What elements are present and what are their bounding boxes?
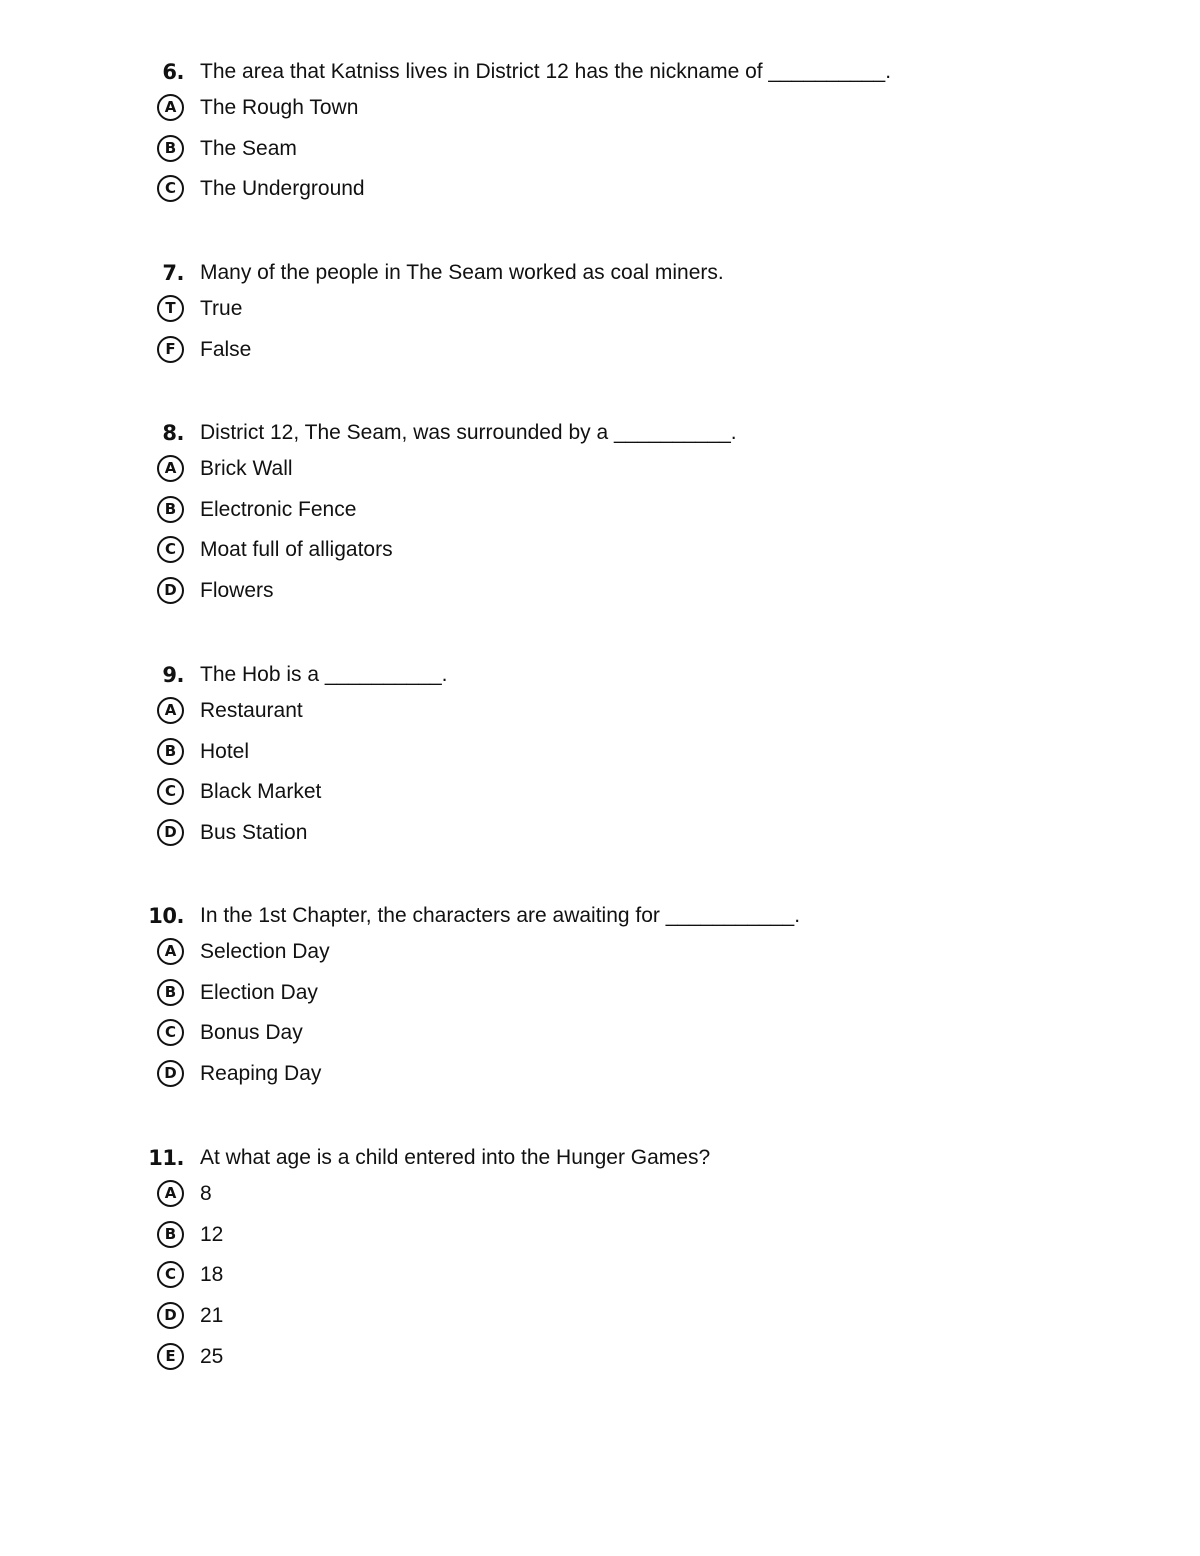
option-text: True — [200, 297, 243, 320]
question-6 — [0, 58, 1200, 216]
question-7 — [0, 259, 1200, 376]
option-text: Bonus Day — [200, 1021, 303, 1045]
option-text: 21 — [200, 1304, 224, 1328]
question-text: The Hob is a __________. — [200, 663, 448, 686]
answer-option[interactable] — [0, 819, 1200, 860]
option-text: Moat full of alligators — [200, 538, 393, 562]
answer-option[interactable] — [0, 1221, 1200, 1262]
question-number: 11. — [148, 1146, 184, 1170]
option-text: Restaurant — [200, 699, 303, 722]
option-text: Selection Day — [200, 940, 330, 963]
option-text: 8 — [200, 1182, 212, 1205]
option-text: Reaping Day — [200, 1062, 322, 1086]
question-header — [0, 58, 1200, 94]
option-letter-bubble[interactable]: C — [157, 175, 184, 202]
question-9 — [0, 661, 1200, 860]
option-text: 25 — [200, 1344, 224, 1368]
option-letter-bubble[interactable]: B — [157, 496, 184, 523]
question-number: 10. — [148, 904, 184, 928]
option-letter-bubble[interactable]: D — [157, 577, 184, 604]
option-letter-bubble[interactable]: A — [157, 697, 184, 724]
question-header — [0, 661, 1200, 697]
question-text: In the 1st Chapter, the characters are awaiting for ___________. — [200, 904, 801, 927]
option-letter-bubble[interactable]: C — [157, 778, 184, 805]
question-number: 6. — [162, 60, 184, 84]
answer-option[interactable] — [0, 738, 1200, 779]
question-number: 7. — [162, 261, 184, 285]
option-text: Hotel — [200, 739, 250, 763]
question-text: Many of the people in The Seam worked as coal miners. — [200, 261, 724, 284]
answer-option[interactable] — [0, 135, 1200, 176]
answer-option[interactable] — [0, 1019, 1200, 1060]
option-text: False — [200, 337, 252, 361]
option-text: Electronic Fence — [200, 497, 357, 521]
answer-option[interactable] — [0, 336, 1200, 377]
option-letter-bubble[interactable]: D — [157, 1060, 184, 1087]
option-text: Flowers — [200, 579, 274, 603]
option-letter-bubble[interactable]: A — [157, 938, 184, 965]
option-letter-bubble[interactable]: A — [157, 94, 184, 121]
question-header — [0, 419, 1200, 455]
answer-option[interactable] — [0, 496, 1200, 537]
option-letter-bubble[interactable]: B — [157, 979, 184, 1006]
option-letter-bubble[interactable]: A — [157, 1180, 184, 1207]
question-8 — [0, 419, 1200, 618]
question-text: At what age is a child entered into the Hunger Games? — [200, 1146, 711, 1169]
answer-option[interactable] — [0, 1343, 1200, 1384]
question-number: 8. — [162, 421, 184, 445]
option-text: The Seam — [200, 136, 297, 160]
option-letter-bubble[interactable]: C — [157, 1019, 184, 1046]
option-letter-bubble[interactable]: T — [157, 295, 184, 322]
option-letter-bubble[interactable]: D — [157, 819, 184, 846]
option-letter-bubble[interactable]: C — [157, 536, 184, 563]
answer-option[interactable] — [0, 295, 1200, 336]
option-letter-bubble[interactable]: F — [157, 336, 184, 363]
answer-option[interactable] — [0, 175, 1200, 216]
answer-option[interactable] — [0, 778, 1200, 819]
option-letter-bubble[interactable]: D — [157, 1302, 184, 1329]
answer-option[interactable] — [0, 938, 1200, 979]
question-number: 9. — [162, 663, 184, 687]
option-text: The Rough Town — [200, 96, 359, 119]
answer-option[interactable] — [0, 94, 1200, 135]
option-letter-bubble[interactable]: A — [157, 455, 184, 482]
option-text: Bus Station — [200, 821, 308, 845]
answer-option[interactable] — [0, 455, 1200, 496]
option-letter-bubble[interactable]: E — [157, 1343, 184, 1370]
answer-option[interactable] — [0, 1261, 1200, 1302]
option-text: 12 — [200, 1222, 224, 1246]
answer-option[interactable] — [0, 1180, 1200, 1221]
question-header — [0, 1144, 1200, 1180]
option-text: Black Market — [200, 780, 322, 804]
option-letter-bubble[interactable]: B — [157, 738, 184, 765]
question-header — [0, 259, 1200, 295]
option-text: The Underground — [200, 177, 365, 201]
option-letter-bubble[interactable]: B — [157, 135, 184, 162]
answer-option[interactable] — [0, 697, 1200, 738]
option-letter-bubble[interactable]: C — [157, 1261, 184, 1288]
option-text: 18 — [200, 1263, 224, 1287]
question-10 — [0, 902, 1200, 1101]
question-text: District 12, The Seam, was surrounded by a __________. — [200, 421, 737, 444]
answer-option[interactable] — [0, 979, 1200, 1020]
answer-option[interactable] — [0, 536, 1200, 577]
question-header — [0, 902, 1200, 938]
answer-option[interactable] — [0, 577, 1200, 618]
option-text: Election Day — [200, 980, 318, 1004]
option-letter-bubble[interactable]: B — [157, 1221, 184, 1248]
option-text: Brick Wall — [200, 457, 293, 480]
answer-option[interactable] — [0, 1060, 1200, 1101]
answer-option[interactable] — [0, 1302, 1200, 1343]
question-11 — [0, 1144, 1200, 1383]
question-text: The area that Katniss lives in District 12 has the nickname of __________. — [200, 60, 892, 83]
